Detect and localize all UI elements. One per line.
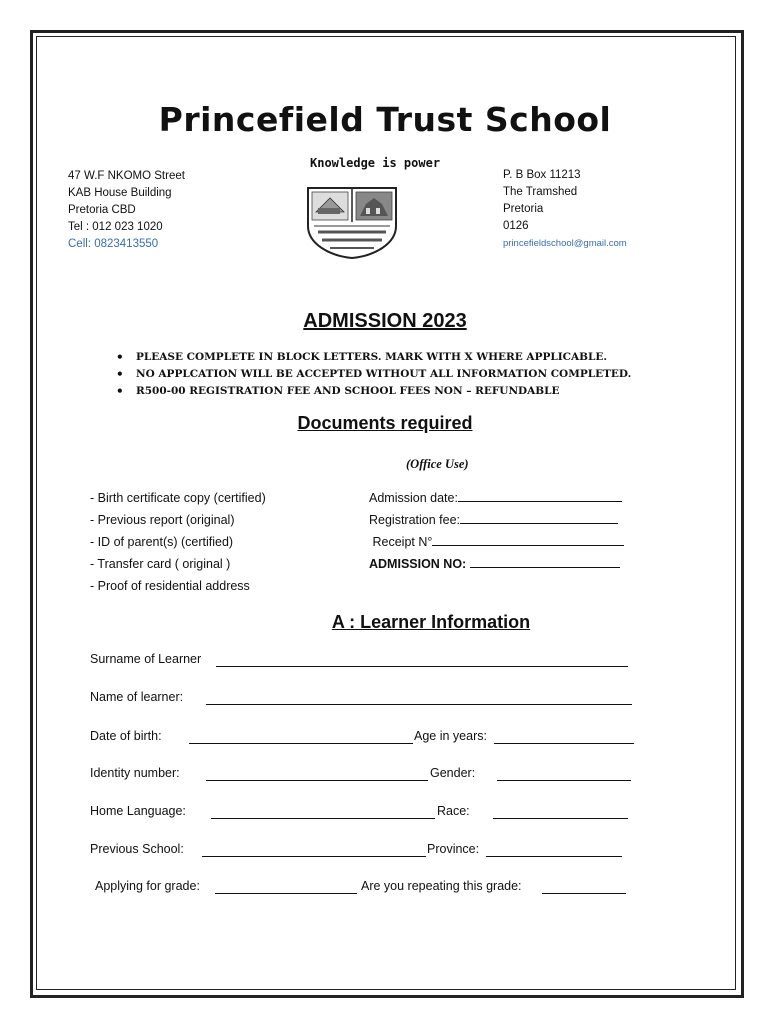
address-line: P. B Box 11213 [503,169,581,181]
registration-fee-label: Registration fee: [369,513,461,527]
document-item: - Transfer card ( original ) [90,557,231,571]
repeating-grade-field[interactable] [542,893,626,894]
previous-school-label: Previous School: [90,842,184,856]
cellphone: Cell: 0823413550 [68,238,159,250]
instruction-item: • R500-00 REGISTRATION FEE AND SCHOOL FEES NON – REFUNDABLE [116,383,631,400]
race-label: Race: [437,804,470,818]
id-number-label: Identity number: [90,766,180,780]
address-line: 0126 [503,220,529,232]
telephone: Tel : 012 023 1020 [68,221,163,233]
document-item: - Proof of residential address [90,579,250,593]
home-language-field[interactable] [211,818,435,819]
address-line: 47 W.F NKOMO Street [68,170,185,182]
applying-grade-label: Applying for grade: [95,879,200,893]
gender-field[interactable] [497,780,631,781]
race-field[interactable] [493,818,628,819]
admission-title [0,310,770,333]
admission-no-label: ADMISSION NO: [369,557,467,571]
address-line: Pretoria CBD [68,204,136,216]
gender-label: Gender: [430,766,476,780]
home-language-label: Home Language: [90,804,186,818]
admission-title-text: ADMISSION 2023 [303,310,467,332]
learner-info-title [0,612,770,633]
dob-field[interactable] [189,743,413,744]
documents-title-text: Documents required [297,413,473,433]
dob-label: Date of birth: [90,729,162,743]
document-item: - Previous report (original) [90,513,235,527]
admission-date-label: Admission date: [369,491,458,505]
learner-info-title-text: A : Learner Information [331,612,531,632]
age-label: Age in years: [414,729,487,743]
email-address: princefieldschool@gmail.com [503,238,627,249]
office-use-label: (Office Use) [406,457,469,471]
school-motto: Knowledge is power [310,156,441,170]
address-line: The Tramshed [503,186,578,198]
receipt-label: Receipt N° [372,535,433,549]
province-label: Province: [427,842,480,856]
surname-label: Surname of Learner [90,652,202,666]
office-use-fields [369,487,624,575]
applying-grade-field[interactable] [215,893,357,894]
school-crest-icon [304,186,400,260]
name-label: Name of learner: [90,690,184,704]
document-item: - ID of parent(s) (certified) [90,535,234,549]
province-field[interactable] [486,856,622,857]
instruction-item: • PLEASE COMPLETE IN BLOCK LETTERS. MARK WITH X WHERE APPLICABLE. [116,349,631,366]
address-right [503,167,627,252]
previous-school-field[interactable] [202,856,426,857]
age-field[interactable] [494,743,634,744]
admission-no-field[interactable] [470,554,620,568]
address-line: Pretoria [503,203,544,215]
receipt-field[interactable] [432,532,624,546]
instruction-list [116,349,631,400]
instruction-item: • NO APPLCATION WILL BE ACCEPTED WITHOUT ALL INFORMATION COMPLETED. [116,366,631,383]
documents-list [90,487,266,597]
registration-fee-field[interactable] [460,510,618,524]
school-name: Princefield Trust School [158,100,612,139]
address-left [68,168,185,253]
id-number-field[interactable] [206,780,428,781]
name-field[interactable] [206,704,632,705]
repeating-grade-label: Are you repeating this grade: [361,879,522,893]
address-line: KAB House Building [68,187,172,199]
admission-date-field[interactable] [458,488,622,502]
surname-field[interactable] [216,666,628,667]
documents-title [0,413,770,434]
document-item: - Birth certificate copy (certified) [90,491,266,505]
